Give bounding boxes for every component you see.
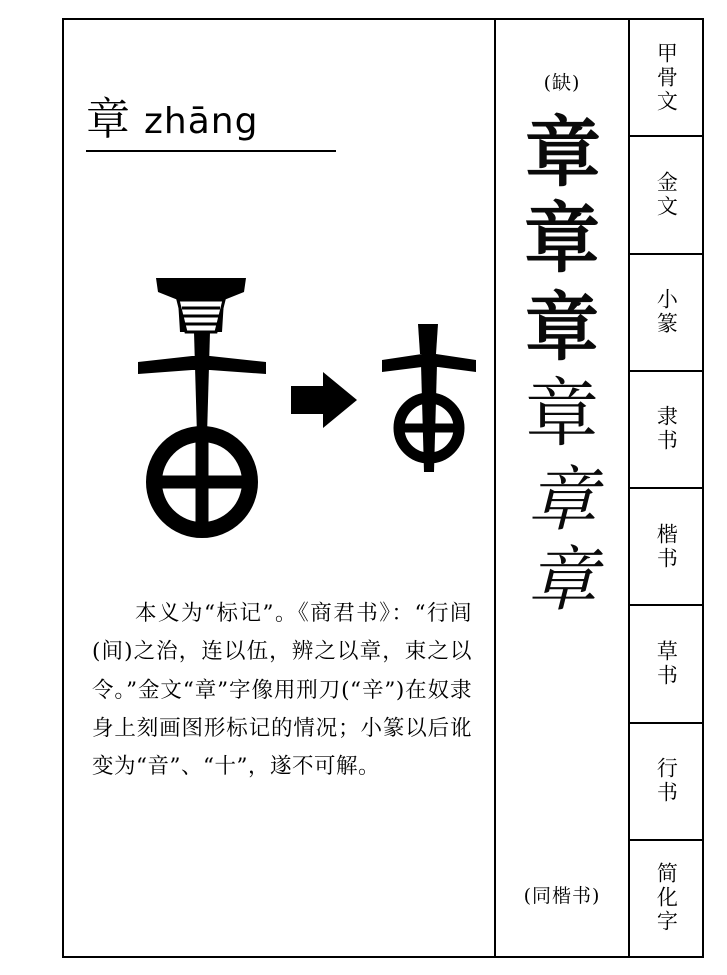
tab-xiaozhuan[interactable] bbox=[630, 255, 702, 372]
script-sample-stack bbox=[496, 95, 628, 881]
script-tabs-column bbox=[630, 20, 702, 956]
headword-character: 章 bbox=[86, 94, 130, 145]
kaishu-sample: 章 bbox=[525, 371, 599, 457]
lishu-sample: 章 bbox=[525, 285, 599, 371]
tab-caoshu-label: 草书 bbox=[654, 639, 679, 688]
tab-jiaguwen-label: 甲骨文 bbox=[654, 41, 679, 114]
ancient-pictograph-icon bbox=[126, 270, 276, 540]
script-note-top: (缺) bbox=[543, 72, 581, 94]
glyph-evolution-figure bbox=[64, 250, 496, 560]
tab-kaishu-label: 楷书 bbox=[654, 522, 679, 571]
bronze-script-glyph-icon bbox=[376, 320, 486, 480]
tab-jinwen-label: 金文 bbox=[654, 170, 679, 219]
entry-main-column bbox=[64, 20, 496, 956]
headword-block bbox=[86, 94, 336, 152]
tab-xingshu[interactable] bbox=[630, 724, 702, 841]
tab-xingshu-label: 行书 bbox=[654, 757, 679, 806]
tab-jinwen[interactable] bbox=[630, 137, 702, 254]
headword-row bbox=[86, 94, 336, 152]
tab-lishu[interactable] bbox=[630, 372, 702, 489]
definition-text bbox=[92, 595, 472, 786]
definition-paragraph: 本义为“标记”。《商君书》：“行闾(间)之治，连以伍，辨之以章，束之以令。”金文“章”字像用刑刀(“辛”)在奴隶身上刻画图形标记的情况；小篆以后讹变为“音”、“十”，遂不可解。 bbox=[92, 601, 472, 780]
script-note-bottom: (同楷书) bbox=[523, 885, 601, 907]
tab-kaishu[interactable] bbox=[630, 489, 702, 606]
headword-pinyin: zhāng bbox=[144, 101, 259, 142]
xiaozhuan-sample: 章 bbox=[524, 194, 600, 283]
tab-jianhuazi-label: 简化字 bbox=[654, 862, 679, 935]
tab-lishu-label: 隶书 bbox=[654, 405, 679, 454]
tab-jianhuazi[interactable] bbox=[630, 841, 702, 956]
arrow-right-icon bbox=[289, 370, 359, 430]
tab-jiaguwen[interactable] bbox=[630, 20, 702, 137]
tab-xiaozhuan-label: 小篆 bbox=[654, 288, 679, 337]
xingshu-sample: 章 bbox=[527, 539, 597, 621]
jinwen-sample: 章 bbox=[525, 108, 599, 197]
entry-frame bbox=[62, 18, 704, 958]
caoshu-sample: 章 bbox=[527, 459, 597, 541]
tab-caoshu[interactable] bbox=[630, 606, 702, 723]
script-samples-column bbox=[496, 20, 630, 956]
